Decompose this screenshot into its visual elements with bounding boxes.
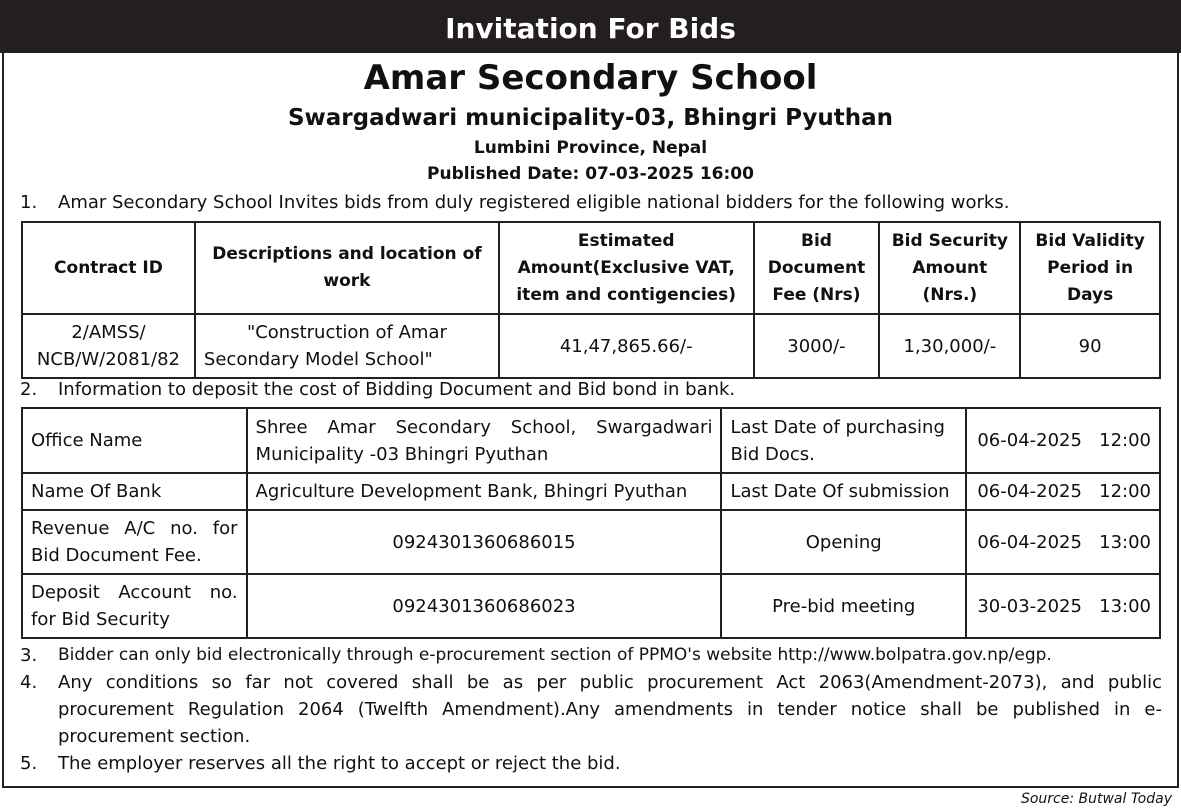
contract-id-cell: 2/AMSS/ NCB/W/2081/82 [22,314,195,378]
col-header-estimated-amount: Estimated Amount(Exclusive VAT, item and contigencies) [499,222,754,314]
table-row [22,314,1160,378]
item-number: 2. [20,379,38,400]
datetime-cell: 30-03-2025 13:00 [966,574,1160,638]
notice-item-5 [20,750,1162,777]
item-number: 4. [20,672,38,693]
notice-item-2 [20,376,1162,403]
notice-item-4 [20,669,1162,750]
event-cell: Last Date Of submission [721,473,966,510]
amount-cell: 41,47,865.66/- [499,314,754,378]
table-row [22,574,1160,638]
value-cell: 0924301360686023 [247,574,722,638]
item-text: The employer reserves all the right to accept or reject the bid. [58,753,621,774]
item-text: Information to deposit the cost of Bidding Document and Bid bond in bank. [58,379,736,400]
security-cell: 1,30,000/- [879,314,1020,378]
bank-table [21,407,1161,639]
col-header-contract-id: Contract ID [22,222,195,314]
value-cell: 0924301360686015 [247,510,722,574]
col-header-bid-security: Bid Security Amount (Nrs.) [879,222,1020,314]
col-header-validity: Bid Validity Period in Days [1020,222,1160,314]
item-text: Any conditions so far not covered shall be as per public procurement Act 2063(Amendment-2073), and public procurement Regulation 2064 (Twelfth Amendment).Any amendments in tender notice shall be published in e-procurement section. [58,672,1162,747]
item-text: Amar Secondary School Invites bids from duly registered eligible national bidders for the following works. [58,192,1010,213]
label-cell: Revenue A/C no. for Bid Document Fee. [22,510,247,574]
school-address: Swargadwari municipality-03, Bhingri Pyuthan [287,105,894,131]
item-number: 3. [20,645,38,666]
value-cell: Shree Amar Secondary School, Swargadwari Municipality -03 Bhingri Pyuthan [247,408,722,473]
item-number: 1. [20,192,38,213]
datetime-cell: 06-04-2025 13:00 [966,510,1160,574]
value-cell: Agriculture Development Bank, Bhingri Pyuthan [247,473,722,510]
source-credit: Source: Butwal Today [1020,791,1172,807]
province: Lumbini Province, Nepal [473,138,708,158]
validity-cell: 90 [1020,314,1160,378]
label-cell: Name Of Bank [22,473,247,510]
event-cell: Last Date of purchasing Bid Docs. [721,408,966,473]
event-cell: Opening [721,510,966,574]
notice-item-3 [20,642,1162,669]
item-number: 5. [20,753,38,774]
table-row [22,408,1160,473]
item-text: Bidder can only bid electronically through e-procurement section of PPMO's website http://www.bolpatra.gov.np/egp. [58,645,1052,665]
contract-table [21,221,1161,379]
contract-table-header [22,222,1160,314]
notice-item-1 [20,189,1162,216]
table-row [22,473,1160,510]
notice-banner: Invitation For Bids [0,0,1181,53]
col-header-description: Descriptions and location of work [195,222,499,314]
datetime-cell: 06-04-2025 12:00 [966,408,1160,473]
datetime-cell: 06-04-2025 12:00 [966,473,1160,510]
doc-fee-cell: 3000/- [754,314,880,378]
school-name: Amar Secondary School [363,58,818,98]
col-header-doc-fee: Bid Document Fee (Nrs) [754,222,880,314]
label-cell: Deposit Account no. for Bid Security [22,574,247,638]
table-row [22,510,1160,574]
event-cell: Pre-bid meeting [721,574,966,638]
published-date: Published Date: 07-03-2025 16:00 [427,164,754,184]
description-cell: "Construction of Amar Secondary Model School" [195,314,499,378]
label-cell: Office Name [22,408,247,473]
